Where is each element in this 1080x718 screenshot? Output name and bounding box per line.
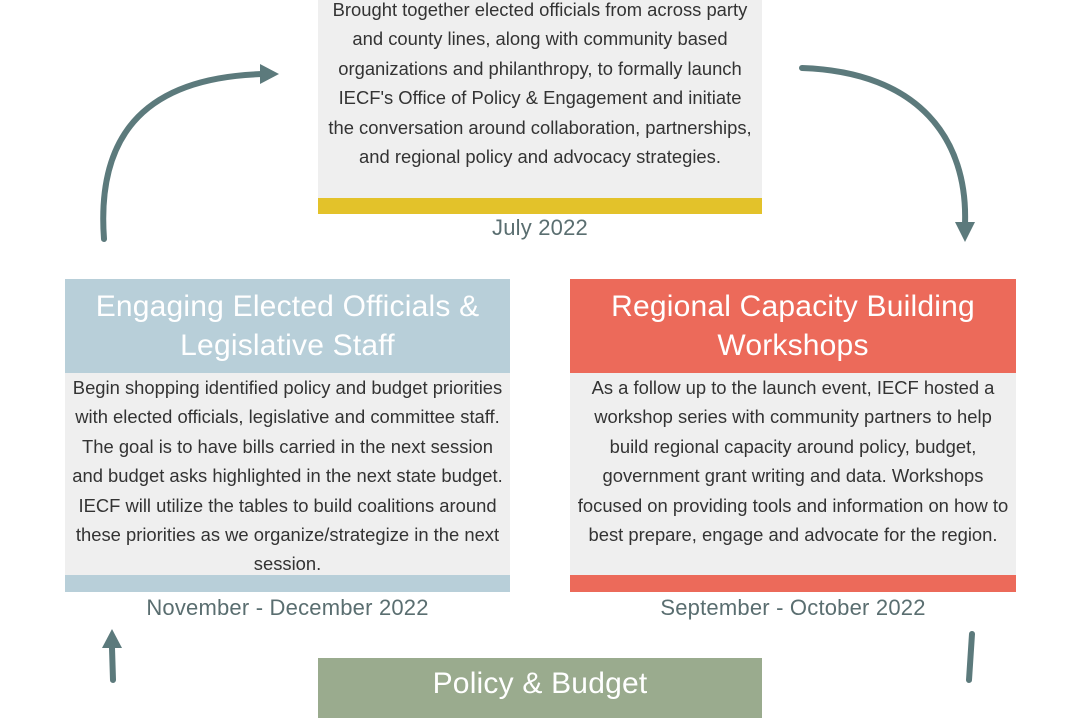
arrow-right-to-bottom bbox=[969, 634, 972, 680]
arrow-bottom-to-left bbox=[112, 648, 113, 680]
top-card-date: July 2022 bbox=[492, 215, 588, 240]
right-card-date: September - October 2022 bbox=[660, 595, 926, 620]
arrowhead-bottom-to-left bbox=[102, 629, 122, 648]
left-card-title: Engaging Elected Officials & Legislative Staff bbox=[65, 279, 510, 373]
arrow-top-to-right bbox=[802, 68, 965, 224]
right-card-text: As a follow up to the launch event, IECF hosted a workshop series with community partners to help build regional capacity around policy, budget, government grant writing and data. Workshops focused on providing tools and information on how to best prepare, engage and advocate for the region. bbox=[577, 377, 1009, 546]
right-card-accent-bar bbox=[570, 575, 1016, 592]
right-card bbox=[570, 279, 1016, 629]
top-card bbox=[318, 0, 762, 250]
left-card bbox=[65, 279, 510, 629]
bottom-card bbox=[318, 658, 762, 700]
right-card-title: Regional Capacity Building Workshops bbox=[570, 279, 1016, 373]
top-card-text: Brought together elected officials from across party and county lines, along with community based organizations and philanthropy, to formally launch IECF's Office of Policy & Engagement and initiate the conversation around collaboration, partnerships, and regional policy and advocacy strategies. bbox=[328, 0, 752, 168]
left-card-date: November - December 2022 bbox=[146, 595, 429, 620]
arrowhead-left-to-top bbox=[260, 64, 279, 84]
left-card-body bbox=[65, 373, 510, 575]
top-card-body bbox=[318, 0, 762, 198]
left-card-text: Begin shopping identified policy and budget priorities with elected officials, legislative and committee staff. The goal is to have bills carried in the next session and budget asks highlighted in the next state budget. IECF will utilize the tables to build coalitions around these priorities as we organize/strategize in the next session. bbox=[72, 377, 503, 575]
arrowhead-top-to-right bbox=[955, 222, 975, 242]
left-card-accent-bar bbox=[65, 575, 510, 592]
bottom-card-title: Policy & Budget bbox=[318, 658, 762, 718]
arrow-left-to-top bbox=[103, 74, 264, 239]
top-card-accent-bar bbox=[318, 198, 762, 214]
right-card-body bbox=[570, 373, 1016, 575]
